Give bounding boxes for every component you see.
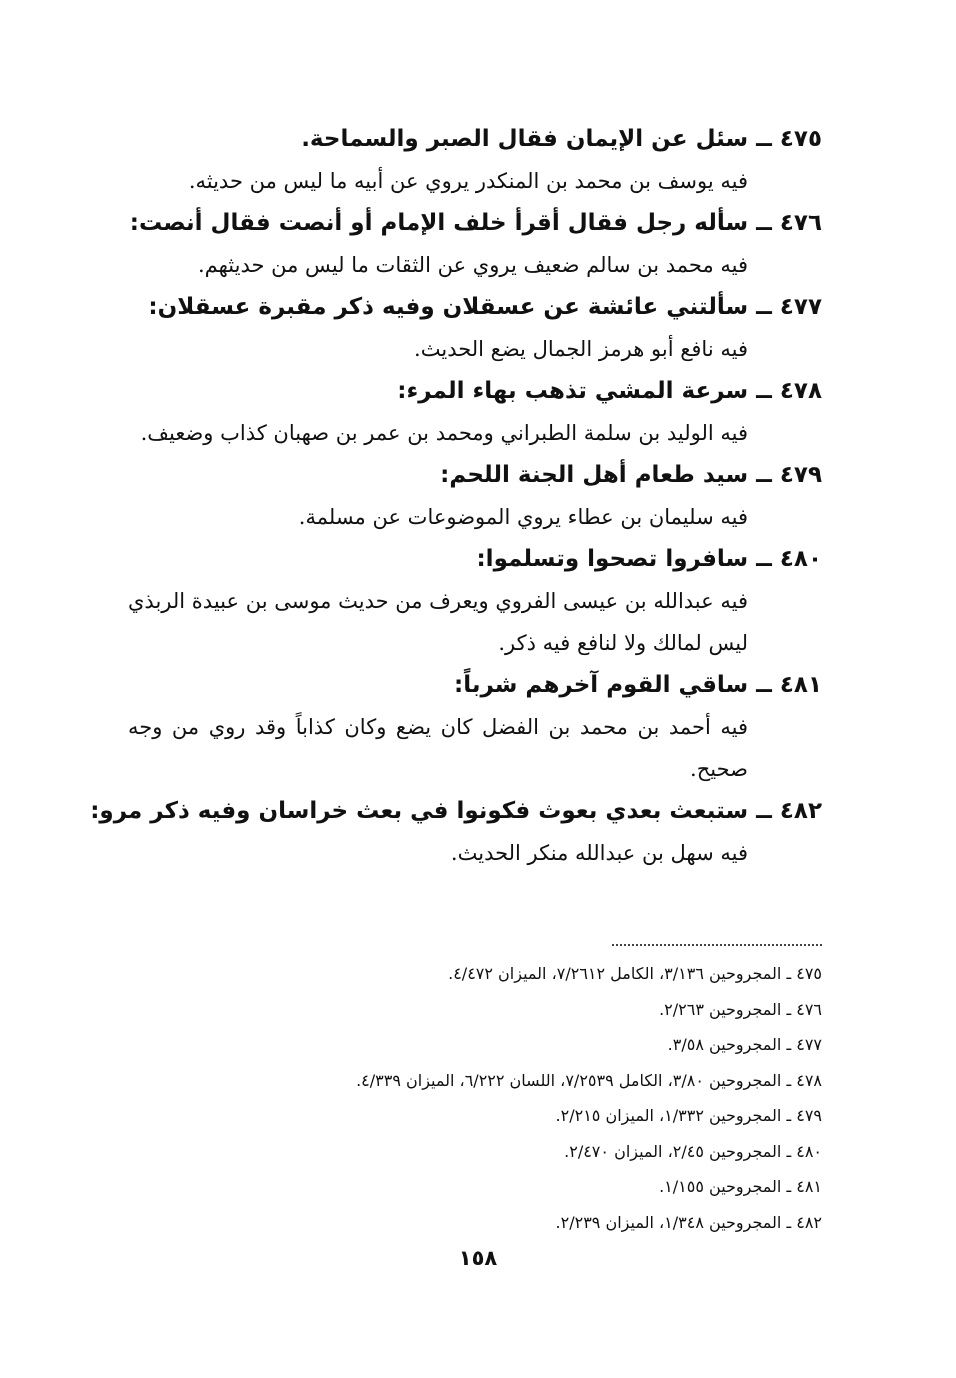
footnote: ٤٧٨ ـ المجروحين ٣/٨٠، الكامل ٧/٢٥٣٩، اللسان ٦/٢٢٢، الميزان ٤/٣٣٩. [356, 1070, 822, 1090]
hadith-entry [128, 664, 822, 790]
hadith-commentary: فيه محمد بن سالم ضعيف يروي عن الثقات ما ليس من حديثهم. [197, 253, 748, 277]
hadith-heading: ٤٨٠ ــ سافروا تصحوا وتسلموا: [476, 546, 822, 572]
footnote: ٤٨٢ ـ المجروحين ١/٣٤٨، الميزان ٢/٢٣٩. [555, 1212, 822, 1232]
hadith-entry [128, 118, 822, 202]
hadith-commentary: فيه أحمد بن محمد بن الفضل كان يضع وكان كذاباً وقد روي من وجه صحيح. [128, 715, 748, 781]
footnote: ٤٧٩ ـ المجروحين ١/٣٣٢، الميزان ٢/٢١٥. [555, 1106, 822, 1125]
hadith-entry [128, 202, 822, 286]
hadith-commentary: فيه سليمان بن عطاء يروي الموضوعات عن مسلمة. [298, 505, 748, 529]
hadith-commentary: فيه عبدالله بن عيسى الفروي ويعرف من حديث موسى بن عبيدة الربذي ليس لمالك ولا لنافع فيه ذكر. [128, 589, 748, 655]
footnote-list [128, 956, 822, 1240]
page-number: ١٥٨ [458, 1246, 498, 1270]
hadith-entries [90, 118, 822, 874]
hadith-entry [128, 454, 822, 538]
hadith-heading: ٤٧٩ ــ سيد طعام أهل الجنة اللحم: [440, 462, 822, 488]
hadith-commentary: فيه يوسف بن محمد بن المنكدر يروي عن أبيه ما ليس من حديثه. [188, 169, 748, 193]
hadith-commentary: فيه نافع أبو هرمز الجمال يضع الحديث. [414, 337, 748, 361]
hadith-entry [128, 286, 822, 370]
hadith-heading: ٤٧٦ ــ سأله رجل فقال أقرأ خلف الإمام أو أنصت فقال أنصت: [129, 210, 822, 236]
hadith-commentary: فيه سهل بن عبدالله منكر الحديث. [450, 841, 748, 865]
hadith-heading: ٤٧٧ ــ سألتني عائشة عن عسقلان وفيه ذكر مقبرة عسقلان: [148, 294, 822, 320]
hadith-entry [128, 538, 822, 664]
footnote: ٤٧٧ ـ المجروحين ٣/٥٨. [667, 1035, 822, 1054]
footnote: ٤٧٥ ـ المجروحين ٣/١٣٦، الكامل ٧/٢٦١٢، الميزان ٤/٤٧٢. [448, 964, 822, 983]
hadith-heading: ٤٨٢ ــ ستبعث بعدي بعوث فكونوا في بعث خراسان وفيه ذكر مرو: [90, 798, 822, 824]
footnote: ٤٨٠ ـ المجروحين ٢/٤٥، الميزان ٢/٤٧٠. [564, 1141, 822, 1161]
footnotes-section [128, 944, 822, 1240]
footnote-divider [612, 944, 822, 946]
hadith-entry [128, 370, 822, 454]
hadith-heading: ٤٨١ ــ ساقي القوم آخرهم شرباً: [454, 672, 822, 698]
footnote: ٤٧٦ ـ المجروحين ٢/٢٦٣. [659, 999, 822, 1019]
hadith-heading: ٤٧٥ ــ سئل عن الإيمان فقال الصبر والسماحة. [301, 126, 822, 152]
footnote: ٤٨١ ـ المجروحين ١/١٥٥. [659, 1177, 822, 1196]
hadith-entry [90, 790, 822, 874]
hadith-commentary: فيه الوليد بن سلمة الطبراني ومحمد بن عمر بن صهبان كذاب وضعيف. [140, 421, 748, 445]
hadith-heading: ٤٧٨ ــ سرعة المشي تذهب بهاء المرء: [397, 378, 822, 404]
